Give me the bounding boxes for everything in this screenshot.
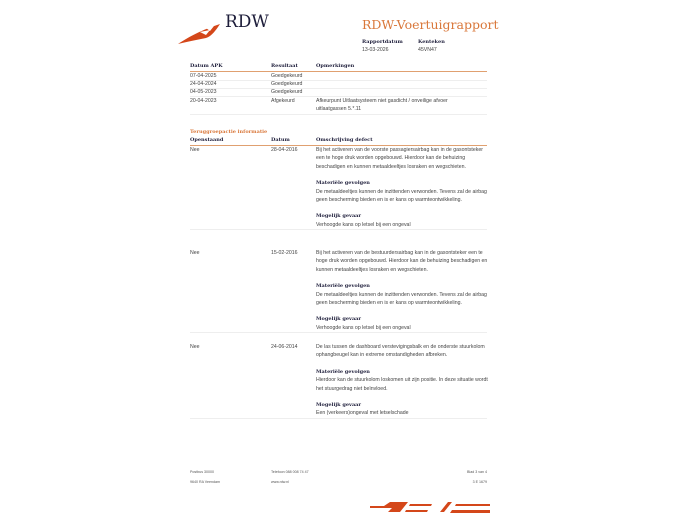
row-divider [190, 332, 487, 333]
apk-result: Goedgekeurd [271, 89, 303, 95]
footer-address: Postbus 30000 [190, 470, 214, 474]
row-divider [190, 418, 487, 419]
recall-date: 28-04-2016 [271, 147, 298, 153]
apk-header-result: Resultaat [271, 63, 298, 69]
recall-danger: Verhoogde kans op letsel bij een ongeval [316, 221, 411, 228]
logo-text: RDW [225, 12, 269, 32]
recall-open: Nee [190, 344, 200, 350]
consequences-label: Materiële gevolgen [316, 368, 370, 375]
row-divider [190, 229, 487, 230]
apk-result: Goedgekeurd [271, 81, 303, 87]
footer-website[interactable]: www.rdw.nl [271, 480, 289, 484]
apk-header-remarks: Opmerkingen [316, 63, 355, 69]
recall-consequences: De metaaldeeltjes kunnen de inzittenden verwonden. Tevens zal de airbag geen bescherming bieden en is er kans op warmteontwikkeling. [316, 291, 487, 307]
apk-date: 20-04-2023 [190, 98, 217, 104]
danger-label: Mogelijk gevaar [316, 213, 362, 220]
recall-header-date: Datum [271, 137, 290, 143]
consequences-label: Materiële gevolgen [316, 283, 370, 290]
recall-header-open: Openstaand [190, 137, 224, 143]
danger-label: Mogelijk gevaar [316, 316, 362, 323]
apk-date: 07-04-2025 [190, 73, 217, 79]
rdw-logo-icon [176, 22, 226, 46]
recall-open: Nee [190, 147, 200, 153]
recall-header-desc: Omschrijving defect [316, 137, 373, 143]
recall-section-title: Teruggroepactie informatie [190, 129, 268, 135]
recall-danger: Verhoogde kans op letsel bij een ongeval [316, 324, 411, 331]
footer-phone: Telefoon 088 008 74 47 [271, 470, 309, 474]
apk-result: Goedgekeurd [271, 73, 303, 79]
plate-value: 45VN47 [418, 47, 437, 53]
recall-description: Bij het activeren van de bestuurdersairbag kan in de gasontsteker een te hoge druk worden opgebouwd. Hierdoor kan de behuizing beschadigen en kunnen metaaldeeltjes losraken en wegschieten. [316, 250, 488, 273]
recall-date: 24-06-2014 [271, 344, 298, 350]
consequences-label: Materiële gevolgen [316, 180, 370, 187]
recall-consequences: De metaaldeeltjes kunnen de inzittenden verwonden. Tevens zal de airbag geen bescherming bieden en is er kans op warmteontwikkeling. [316, 188, 487, 204]
divider [190, 71, 487, 72]
recall-description: Bij het activeren van de voorste passagiersairbag kan in de gasontsteker een te hoge druk worden opgebouwd. Hierdoor kan de behuizing beschadigen en kunnen metaaldeeltjes losraken en wegschieten. [316, 147, 483, 170]
danger-label: Mogelijk gevaar [316, 402, 362, 409]
recall-open: Nee [190, 250, 200, 256]
apk-date: 24-04-2024 [190, 81, 217, 87]
apk-header-date: Datum APK [190, 63, 223, 69]
recall-date: 15-02-2016 [271, 250, 298, 256]
document-code: 3 E 1679 [472, 480, 487, 484]
report-date: 13-03-2026 [362, 47, 389, 53]
rdw-stripes-logo-icon [370, 500, 490, 514]
recall-description: De las tussen de dashboard verstevigingsbalk en de onderste stuurkolom ophangbeugel kan in extreme omstandigheden afbreken. [316, 344, 485, 359]
recall-danger: Een (verkeers)ongeval met letselschade [316, 410, 409, 417]
footer-city: 9640 RA Veendam [190, 480, 220, 484]
page-number: Blad 3 van 4 [467, 470, 487, 474]
recall-consequences: Hierdoor kan de stuurkolom loskomen uit zijn positie. In deze situatie wordt het stuurgedrag niet beïnvloed. [316, 377, 488, 392]
apk-remark: Afkeurpunt Uitlaatsysteem niet gasdicht / onveilige afvoer uitlaatgassen 5.*.11 [316, 98, 448, 113]
apk-result: Afgekeurd [271, 98, 295, 104]
plate-label: Kenteken [418, 39, 445, 45]
page-title: RDW-Voertuigrapport [362, 17, 499, 32]
report-date-label: Rapportdatum [362, 39, 403, 45]
apk-date: 04-05-2023 [190, 89, 217, 95]
